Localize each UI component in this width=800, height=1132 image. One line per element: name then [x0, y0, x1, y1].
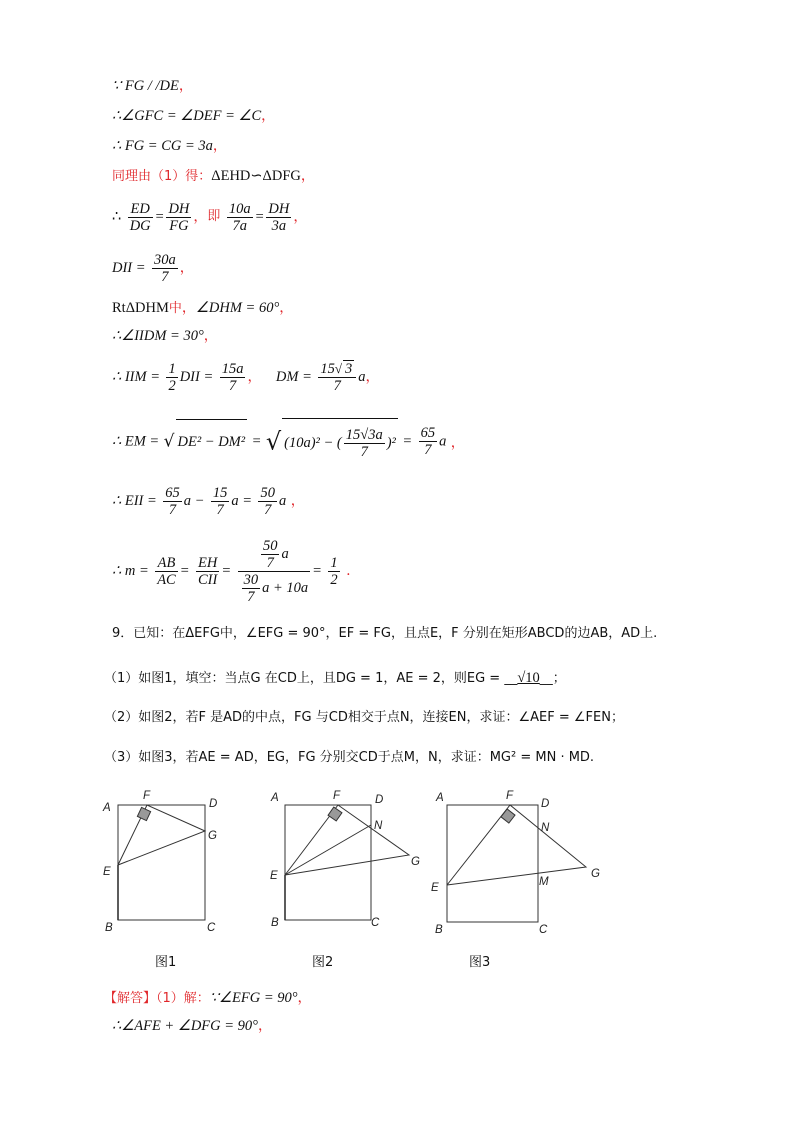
comma: ， — [212, 138, 227, 154]
denominator: 7 — [360, 444, 368, 461]
triangle-efg — [118, 805, 205, 865]
figure-3 — [447, 805, 586, 922]
fraction — [152, 252, 178, 285]
math: a — [278, 493, 287, 509]
fraction — [344, 427, 385, 460]
fill-answer: √10 — [517, 670, 540, 686]
math: ∴ m = — [112, 563, 149, 579]
comma: ， — [450, 435, 465, 451]
denominator: FG — [169, 217, 189, 234]
label-e: E — [270, 870, 278, 882]
answer-line-2 — [112, 1016, 272, 1036]
numerator: 30a — [154, 251, 176, 268]
fraction — [220, 361, 246, 394]
right-angle-mark — [137, 807, 150, 820]
label-e: E — [103, 866, 111, 878]
numerator: 15 — [320, 361, 335, 377]
segment-en — [285, 825, 371, 875]
denominator: 2 — [168, 377, 176, 394]
triangle-efg — [447, 805, 586, 885]
radicand: DE² − DM² — [176, 419, 248, 464]
label-a: A — [271, 792, 279, 804]
numerator: 10a — [228, 200, 251, 217]
red-text: 中 — [168, 301, 182, 316]
line-ratio: ∴ $\frac{ED}{DG}$ = $\frac{DH}{FG}$ ，即 $\frac{10a}{7a}$ = $\frac{DH}{3a}$ ， — [112, 200, 308, 234]
denominator: 7 — [247, 588, 255, 605]
denominator: 7 — [264, 501, 272, 518]
math: DII = — [179, 369, 214, 385]
label-g: G — [591, 868, 600, 880]
fraction — [163, 485, 182, 518]
math: ∴ EM = — [112, 433, 160, 450]
comma: ， — [257, 1018, 272, 1034]
math: = — [251, 433, 262, 450]
fraction — [227, 201, 253, 234]
label-d: D — [541, 798, 550, 810]
denominator: 7 — [216, 501, 224, 518]
rectangle-abcd — [118, 805, 205, 920]
denominator: 2 — [330, 571, 338, 588]
line-iim-dm — [112, 358, 379, 396]
fraction — [128, 201, 153, 234]
numerator: 30 — [243, 571, 259, 588]
label-n: N — [374, 820, 383, 832]
comma: ， — [247, 369, 262, 385]
question-text: （1）如图1，填空：当点G 在CD上，且DG = 1，AE = 2，则EG = __ — [104, 671, 518, 686]
math: a − — [183, 493, 205, 509]
label-a: A — [103, 802, 111, 814]
numerator: DH — [268, 200, 290, 217]
label-d: D — [209, 798, 218, 810]
line-fg-parallel-de — [112, 76, 193, 96]
numerator: 15 — [212, 484, 228, 501]
question-text: __； — [539, 671, 566, 686]
problem-9-q1 — [104, 668, 566, 689]
label-c: C — [539, 924, 548, 936]
radicand: 3 — [344, 361, 353, 377]
figure-1 — [118, 805, 205, 920]
fraction — [328, 555, 339, 588]
denominator: AC — [157, 571, 176, 588]
numerator: 50 — [260, 484, 275, 501]
line-m-ratio: ∴ m = $\frac{AB}{AC}$ = $\frac{EH}{\text{CII}}$ = $\frac{50}{7}$ a $\frac{30}{7}$ a + 10a = $\frac{1}{2}$ . — [112, 537, 351, 605]
period: . — [346, 563, 351, 579]
label-f: F — [143, 790, 151, 802]
comma: ， — [193, 209, 208, 225]
math: ∴ FG = CG = 3a — [112, 138, 213, 154]
numerator: 65 — [165, 484, 180, 501]
math: DII = — [112, 260, 146, 276]
fraction — [166, 361, 177, 394]
math: )² — [386, 435, 396, 451]
label-d: D — [375, 794, 384, 806]
comma: ， — [181, 300, 196, 316]
fraction — [266, 201, 291, 234]
math: ∴∠IIDM = 30° — [112, 328, 204, 344]
compound-fraction — [238, 538, 311, 605]
comma: ， — [300, 168, 315, 184]
label-c: C — [207, 922, 216, 934]
label-c: C — [371, 917, 380, 929]
comma: ， — [261, 108, 276, 124]
comma: ， — [297, 990, 312, 1006]
label-g: G — [411, 856, 420, 868]
math: = — [402, 433, 413, 450]
numerator: 65 — [420, 425, 436, 441]
line-similar — [112, 166, 315, 187]
line-eii — [112, 482, 305, 520]
denominator: 7a — [232, 217, 247, 234]
denominator: 7 — [228, 377, 237, 394]
line-dii — [112, 250, 194, 286]
comma: ， — [279, 300, 294, 316]
denominator: 3a — [271, 217, 287, 234]
label-g: G — [208, 830, 217, 842]
fraction — [155, 555, 178, 588]
rectangle-abcd — [285, 805, 371, 920]
math: (10a)² − ( — [284, 435, 342, 451]
denominator: 7 — [168, 501, 177, 518]
numerator: DH — [168, 200, 190, 217]
right-angle-mark — [328, 807, 342, 821]
problem-9-q2: （2）如图2，若F 是AD的中点，FG 与CD相交于点N，连接EN，求证：∠AEF = ∠FEN； — [104, 710, 624, 725]
math: ∴ IIM = — [112, 369, 160, 385]
label-b: B — [105, 922, 113, 934]
label-f: F — [333, 790, 341, 802]
comma: ， — [365, 369, 380, 385]
math: a — [281, 545, 289, 562]
fraction — [166, 201, 191, 234]
comma: ， — [203, 328, 218, 344]
comma: ， — [293, 209, 308, 225]
right-angle-mark — [501, 809, 515, 823]
denominator: 7 — [266, 554, 274, 571]
math: DM = — [275, 369, 312, 385]
denominator: DG — [129, 217, 151, 234]
fraction: $\frac{15√ 3}{7}$ — [318, 360, 356, 394]
numerator: 15a — [221, 360, 244, 377]
math: ∵ FG / /DE — [112, 78, 179, 94]
therefore: ∴ — [112, 209, 122, 225]
line-rt-triangle — [112, 298, 293, 319]
math: ΔEHD∽ΔDFG — [211, 168, 301, 184]
figure-2-caption: 图2 — [312, 955, 334, 970]
red-text: （1）解： — [156, 991, 210, 1006]
numerator: ED — [128, 201, 153, 218]
math: ∴∠GFC = ∠DEF = ∠C — [112, 108, 262, 124]
denominator: 7 — [161, 268, 169, 285]
label-b: B — [435, 924, 443, 936]
label-e: E — [431, 882, 439, 894]
numerator: 1 — [330, 554, 338, 571]
numerator: AB — [155, 555, 178, 572]
denominator: 7 — [333, 378, 341, 394]
numerator: 50 — [262, 537, 278, 554]
math: a — [439, 433, 447, 450]
red-text: 同理由（1）得： — [112, 169, 212, 184]
fraction — [258, 485, 277, 518]
problem-9-intro: 9．已知：在ΔEFG中，∠EFG = 90°，EF = FG，且点E，F 分别在矩形ABCD的边AB，AD上. — [112, 626, 658, 641]
rectangle-abcd — [447, 805, 538, 922]
denominator: 7 — [424, 442, 432, 458]
figure-3-caption: 图3 — [469, 955, 491, 970]
math: RtΔDHM — [112, 300, 169, 316]
math: a — [358, 369, 366, 385]
comma: ， — [290, 493, 305, 509]
math: ∠DHM = 60° — [195, 300, 280, 316]
math: ∵∠EFG = 90° — [209, 990, 298, 1006]
radicand — [282, 418, 398, 465]
math: a = — [231, 493, 253, 509]
red-text: 即 — [207, 209, 221, 224]
answer-tag: 【解答】 — [104, 991, 157, 1006]
figure-2 — [285, 805, 409, 920]
label-b: B — [271, 917, 279, 929]
numerator: EH — [197, 554, 218, 571]
problem-9-q3: （3）如图3，若AE = AD，EG，FG 分别交CD于点M，N，求证：MG² = MN · MD. — [104, 750, 595, 765]
fraction — [242, 572, 261, 605]
answer-line-1 — [104, 988, 312, 1009]
math: a + 10a — [262, 579, 309, 596]
line-angle-equal — [112, 106, 275, 126]
geometry-figures — [95, 785, 635, 945]
line-em: ∴ EM = √ DE² − DM² = √ (10a)² − ( $\frac{15√3a}{7}$ )² = $\frac{65}{7}$ a ， — [112, 418, 465, 465]
line-fg-cg — [112, 136, 227, 156]
line-angle-30 — [112, 326, 218, 346]
figure-1-caption: 图1 — [155, 955, 177, 970]
numerator: 15√3a — [345, 427, 383, 444]
comma: ， — [179, 260, 194, 276]
label-f: F — [506, 790, 514, 802]
label-a: A — [436, 792, 444, 804]
fraction — [211, 485, 230, 518]
fraction — [196, 555, 219, 588]
comma: ， — [178, 78, 193, 94]
numerator: 1 — [168, 360, 176, 377]
denominator: CII — [197, 571, 218, 588]
math: ∴ EII = — [112, 493, 157, 509]
label-m: M — [539, 876, 549, 888]
math: ∴∠AFE + ∠DFG = 90° — [112, 1018, 258, 1034]
fraction — [261, 538, 280, 571]
label-n: N — [541, 822, 550, 834]
fraction — [419, 425, 438, 458]
